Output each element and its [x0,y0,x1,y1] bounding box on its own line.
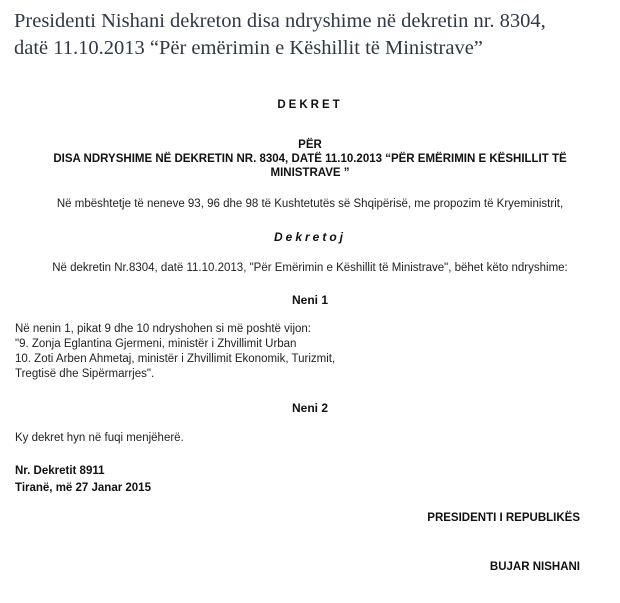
decree-heading: DEKRET [277,99,343,111]
decrees-word: Dekretoj [273,230,347,244]
article-headline [14,8,614,62]
article-2-body [15,431,184,446]
decree-signoff [15,463,151,497]
article-1-title: Neni 1 [291,293,328,307]
decree-subject [20,152,600,180]
article-2-line: Ky dekret hyn në fuqi menjëherë. [15,432,184,444]
article-1-line: Tregtisë dhe Sipërmarrjes". [15,368,155,380]
headline-line-2: datë 11.10.2013 “Për emërimin e Këshillit të Ministrave” [14,37,483,59]
subject-line-2: MINISTRAVE ” [270,167,350,179]
article-1-line: 10. Zoti Arben Ahmetaj, ministër i Zhvillimit Ekonomik, Turizmit, [15,353,336,365]
article-1-line: Në nenin 1, pikat 9 dhe 10 ndryshohen si më poshtë vijon: [15,323,311,335]
signatory-name: BUJAR NISHANI [489,561,580,573]
decree-intro: Në dekretin Nr.8304, datë 11.10.2013, "Për Emërimin e Këshillit të Ministrave", bëhet këto ndryshime: [52,262,568,274]
signatory-title: PRESIDENTI I REPUBLIKËS [427,512,580,524]
subject-line-1: DISA NDRYSHIME NË DEKRETIN NR. 8304, DATË 11.10.2013 “PËR EMËRIMIN E KËSHILLIT TË [53,153,567,165]
place-date: Tiranë, më 27 Janar 2015 [15,482,151,494]
article-2-title: Neni 2 [291,401,328,415]
headline-line-1: Presidenti Nishani dekreton disa ndryshime në dekretin nr. 8304, [14,10,546,32]
decree-number: Nr. Dekretit 8911 [15,465,105,477]
article-1-body [15,322,335,382]
decree-preamble: Në mbështetje të neneve 93, 96 dhe 98 të Kushtetutës së Shqipërisë, me propozim të Kryeministrit, [56,198,564,210]
decree-for-label: PËR [298,139,322,151]
article-1-line: "9. Zonja Eglantina Gjermeni, ministër i Zhvillimit Urban [15,338,297,350]
